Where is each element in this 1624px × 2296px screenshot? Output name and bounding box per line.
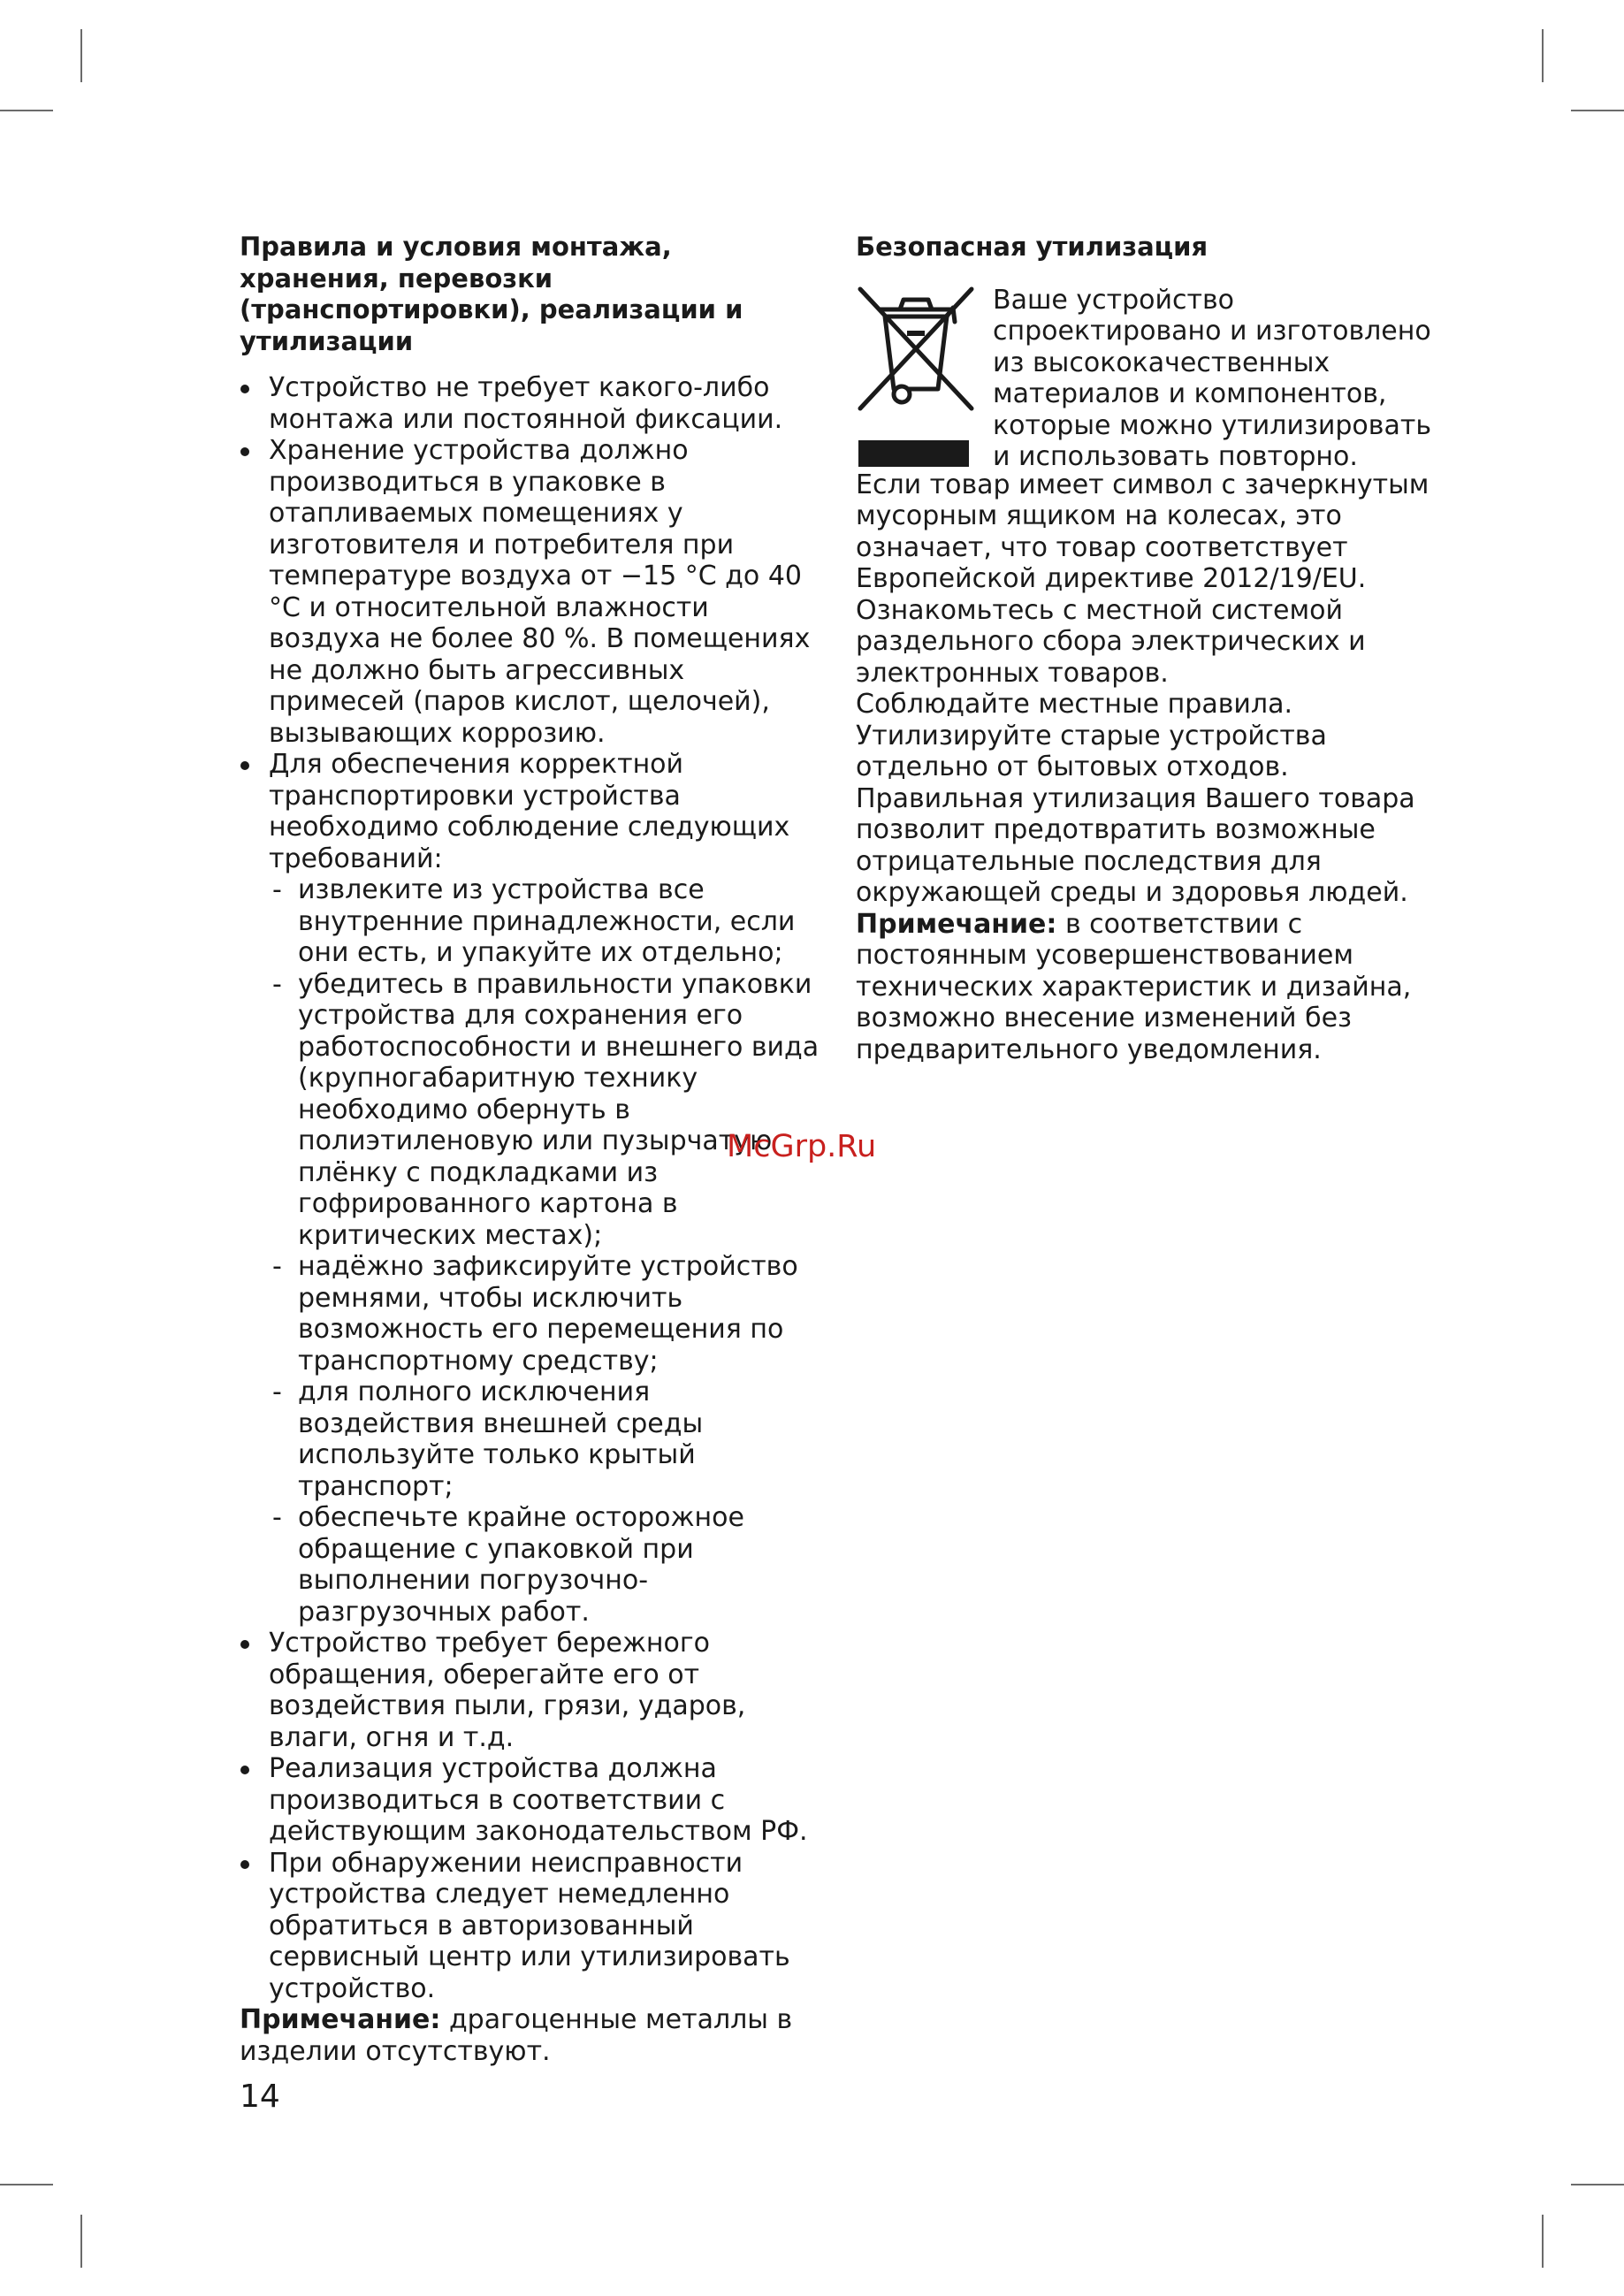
list-item: Устройство не требует какого-либо монтажа или постоянной фиксации. bbox=[240, 372, 823, 435]
crop-mark bbox=[1571, 110, 1624, 111]
sub-list-item: - для полного исключения воздействия внешней среды используйте только крытый транспорт; bbox=[269, 1377, 823, 1502]
page-number: 14 bbox=[240, 2079, 280, 2115]
section-heading-disposal: Безопасная утилизация bbox=[856, 232, 1208, 262]
crossed-out-wheelie-bin-icon bbox=[856, 285, 976, 417]
sub-list-item: - извлеките из устройства все внутренние принадлежности, если они есть, и упакуйте их отдельно; bbox=[269, 874, 823, 969]
requirements-list bbox=[240, 372, 823, 2004]
note-design-changes: Примечание: в соответствии с постоянным усовершенствованием технических характеристик и дизайна, возможно внесение изменений без предварительного уведомления. bbox=[856, 908, 1412, 1065]
right-column bbox=[856, 232, 1439, 1065]
note-precious-metals: Примечание: драгоценные металлы в изделии отсутствуют. bbox=[240, 2004, 793, 2067]
list-item: Для обеспечения корректной транспортировки устройства необходимо соблюдение следующих требований: - извлеките из устройства все внутренние принадлежности, если они есть, и упакуйте их отдельно; - убедитесь в правильности упаковки устройства для сохранения его работоспособности и внешнего вида (крупногабаритную технику необходимо обернуть в полиэтиленовую или пузырчатую плёнку с подкладками из гофрированного картона в критических местах); - надёжно зафиксируйте устройство ремнями, чтобы исключить возможность его перемещения по транспортному средству; - для полного исключения воздействия внешней среды используйте только крытый транспорт; - обеспечьте крайне осторожное обращение с упаковкой при выполнении погрузочно-разгрузочных работ. bbox=[240, 749, 823, 1628]
sub-list-item: - обеспечьте крайне осторожное обращение с упаковкой при выполнении погрузочно-разгрузочных работ. bbox=[269, 1502, 823, 1628]
paragraph: Соблюдайте местные правила. bbox=[856, 689, 1292, 720]
list-item: При обнаружении неисправности устройства следует немедленно обратиться в авторизованный сервисный центр или утилизировать устройство. bbox=[240, 1848, 823, 2005]
section-heading-installation: Правила и условия монтажа, хранения, перевозки (транспортировки), реализации и утилизации bbox=[240, 232, 743, 356]
crop-mark bbox=[80, 2215, 82, 2268]
crop-mark bbox=[1542, 2215, 1544, 2268]
watermark: McGrp.Ru bbox=[727, 1129, 877, 1164]
crop-mark bbox=[80, 29, 82, 82]
paragraph: Ознакомьтесь с местной системой раздельного сбора электрических и электронных товаров. bbox=[856, 594, 1366, 689]
sub-list-item: - убедитесь в правильности упаковки устройства для сохранения его работоспособности и внешнего вида (крупногабаритную технику необходимо обернуть в полиэтиленовую или пузырчатую плёнку с подкладками из гофрированного картона в критических местах); bbox=[269, 969, 823, 1252]
weee-underline-bar bbox=[858, 440, 969, 467]
crop-mark bbox=[0, 2184, 53, 2185]
crop-mark bbox=[0, 110, 53, 111]
crop-mark bbox=[1571, 2184, 1624, 2185]
paragraph: Ваше устройство спроектировано и изготовлено из высококачественных материалов и компонентов, которые можно утилизировать и использовать повторно. bbox=[993, 284, 1432, 472]
paragraph: Если товар имеет символ с зачеркнутым мусорным ящиком на колесах, это означает, что товар соответствует Европейской директиве 2012/19/EU. bbox=[856, 469, 1430, 594]
list-item: Реализация устройства должна производиться в соответствии с действующим законодательством РФ. bbox=[240, 1753, 823, 1848]
transport-sublist bbox=[269, 874, 823, 1628]
weee-block bbox=[856, 284, 1439, 472]
paragraph: Утилизируйте старые устройства отдельно от бытовых отходов. Правильная утилизация Вашего товара позволит предотвратить возможные отрицательные последствия для окружающей среды и здоровья людей. bbox=[856, 720, 1415, 908]
list-item: Устройство требует бережного обращения, оберегайте его от воздействия пыли, грязи, ударов, влаги, огня и т.д. bbox=[240, 1628, 823, 1753]
crop-mark bbox=[1542, 29, 1544, 82]
sub-list-item: - надёжно зафиксируйте устройство ремнями, чтобы исключить возможность его перемещения по транспортному средству; bbox=[269, 1251, 823, 1377]
list-item: Хранение устройства должно производиться в упаковке в отапливаемых помещениях у изготовителя и потребителя при температуре воздуха от −15 °C до 40 °C и относительной влажности воздуха не более 80 %. В помещениях не должно быть агрессивных примесей (паров кислот, щелочей), вызывающих коррозию. bbox=[240, 435, 823, 749]
